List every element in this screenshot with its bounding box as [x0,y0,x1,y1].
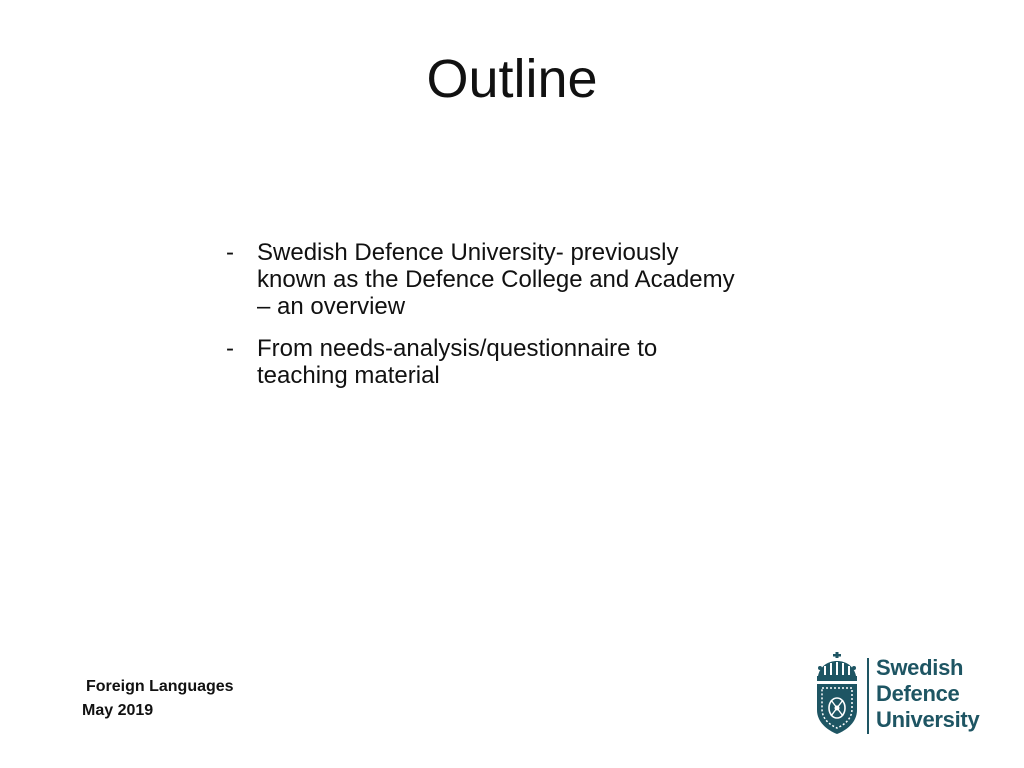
bullet-marker: - [226,335,234,362]
bullet-item [226,239,746,320]
footer-date: May 2019 [82,702,154,719]
logo-line-1: Swedish [876,655,964,680]
footer [82,675,234,723]
bullet-item [226,335,746,389]
logo-wordmark [876,655,979,733]
slide-title: Outline [426,49,598,109]
crown-crest-icon [814,652,860,736]
footer-department: Foreign Languages [86,678,234,695]
logo-divider [867,658,869,734]
logo-line-2: Defence [876,681,960,706]
university-logo [814,652,994,738]
bullet-marker: - [226,239,234,266]
bullet-list [226,239,746,404]
logo-line-3: University [876,707,980,732]
bullet-text: Swedish Defence University- previously known as the Defence College and Academy – an overview [257,239,735,320]
bullet-text: From needs-analysis/questionnaire to teaching material [257,335,658,389]
